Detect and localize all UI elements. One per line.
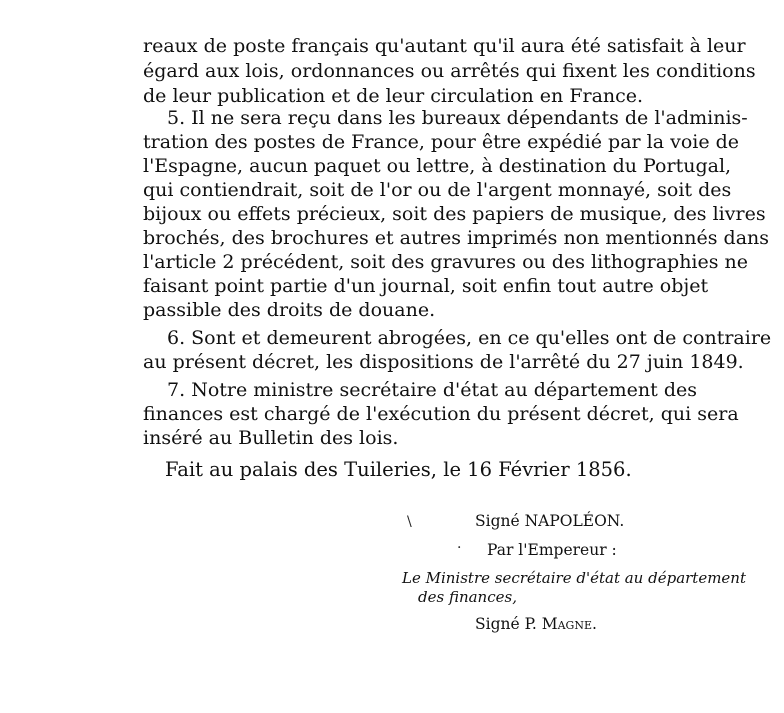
- text-line: égard aux lois, ordonnances ou arrêtés qui fixent les conditions: [143, 60, 756, 82]
- article-5-line: tration des postes de France, pour être expédié par la voie de: [143, 131, 740, 153]
- article-5-line: passible des droits de douane.: [143, 299, 436, 321]
- article-6-line: au présent décret, les dispositions de l'arrêté du 27 juin 1849.: [143, 351, 744, 373]
- signature-minister-name: Magne.: [541, 615, 597, 633]
- document-page: reaux de poste français qu'autant qu'il aura été satisfait à leur égard aux lois, ordonnances ou arrêtés qui fixent les conditions de leur publication et de leur circulation en France. 5. Il ne sera reçu dans les bureaux dépendants de l'adminis- tration des postes de France, pour être expédié par la voie de l'Espagne, aucun paquet ou lettre, à destination du Portugal, qui contiendrait, soit de l'or ou de l'argent monnayé, soit des bijoux ou effets précieux, soit des papiers de musique, des livres brochés, des brochures et autres imprimés non mentionnés dans l'article 2 précédent, soit des gravures ou des lithographies ne faisant point partie d'un journal, soit enfin tout autre objet passible des droits de douane. 6. Sont et demeurent abrogées, en ce qu'elles ont de contraire au présent décret, les dispositions de l'arrêté du 27 juin 1849. 7. Notre ministre secrétaire d'état au département des finances est chargé de l'exécution du présent décret, qui sera inséré au Bulletin des lois. Fait au palais des Tuileries, le 16 Février 1856. \ Signé NAPOLÉON. · Par l'Empereur : Le Ministre secrétaire d'état au département des finances, Signé P. Magne.: [143, 35, 772, 633]
- article-5-line: l'article 2 précédent, soit des gravures ou des lithographies ne: [143, 251, 749, 273]
- article-5-line: 5. Il ne sera reçu dans les bureaux dépendants de l'adminis-: [167, 107, 748, 129]
- minister-title-line-1: Le Ministre secrétaire d'état au département: [402, 569, 746, 587]
- article-7-line: finances est chargé de l'exécution du présent décret, qui sera: [143, 403, 739, 425]
- closing-line: Fait au palais des Tuileries, le 16 Février 1856.: [165, 458, 632, 481]
- minister-title-line-2: des finances,: [418, 588, 517, 606]
- signature-emperor: Signé NAPOLÉON.: [475, 512, 625, 530]
- text-line: reaux de poste français qu'autant qu'il aura été satisfait à leur: [143, 35, 746, 57]
- signature-minister-prefix: Signé P.: [475, 615, 542, 633]
- article-5-line: qui contiendrait, soit de l'or ou de l'argent monnayé, soit des: [143, 179, 732, 201]
- article-5-line: bijoux ou effets précieux, soit des papiers de musique, des livres: [143, 203, 766, 225]
- text-line: de leur publication et de leur circulation en France.: [143, 85, 644, 107]
- article-7-line: inséré au Bulletin des lois.: [143, 427, 399, 449]
- signature-minister: [475, 614, 597, 634]
- article-5-line: l'Espagne, aucun paquet ou lettre, à destination du Portugal,: [143, 155, 732, 177]
- article-6-line: 6. Sont et demeurent abrogées, en ce qu'elles ont de contraire: [167, 327, 772, 349]
- article-5-line: brochés, des brochures et autres imprimés non mentionnés dans: [143, 227, 770, 249]
- article-5-line: faisant point partie d'un journal, soit enfin tout autre objet: [143, 275, 709, 297]
- article-7-line: 7. Notre ministre secrétaire d'état au département des: [167, 379, 697, 401]
- par-empereur: Par l'Empereur :: [487, 541, 617, 559]
